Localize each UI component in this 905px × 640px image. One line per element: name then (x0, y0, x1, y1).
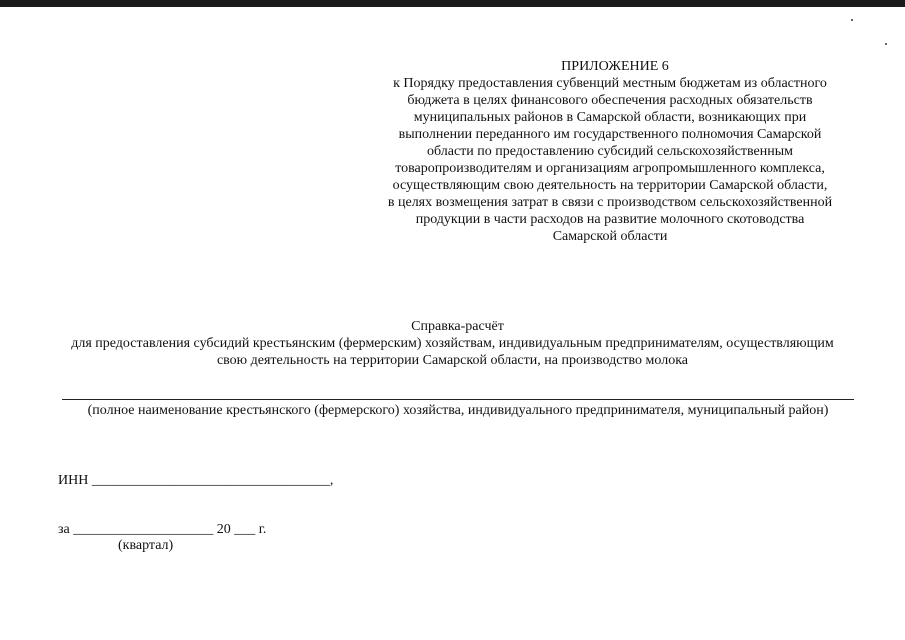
appendix-line: муниципальных районов в Самарской области, возникающих при (413, 110, 807, 125)
appendix-line: Самарской области (552, 229, 668, 244)
appendix-line: в целях возмещения затрат в связи с производством сельскохозяйственной (387, 195, 833, 210)
appendix-block (360, 58, 860, 245)
document-heading (0, 318, 905, 369)
period-field[interactable]: за ____________________ 20 ___ г. (58, 522, 267, 537)
scan-speck (851, 19, 853, 21)
scan-speck (885, 43, 887, 45)
appendix-line: области по предоставлению субсидий сельскохозяйственным (426, 144, 794, 159)
appendix-title: ПРИЛОЖЕНИЕ 6 (561, 59, 669, 74)
document-subtitle-line: свою деятельность на территории Самарской области, на производство молока (216, 353, 689, 368)
period-caption: (квартал) (118, 538, 174, 553)
appendix-line: бюджета в целях финансового обеспечения расходных обязательств (407, 93, 813, 108)
appendix-line: осуществляющим свою деятельность на территории Самарской области, (392, 178, 828, 193)
name-field-rule[interactable] (62, 399, 854, 400)
scan-top-border (0, 0, 905, 7)
appendix-line: продукции в части расходов на развитие молочного скотоводства (415, 212, 805, 227)
name-field-caption: (полное наименование крестьянского (фермерского) хозяйства, индивидуального предпринимателя, муниципальный район) (87, 403, 829, 418)
inn-field[interactable]: ИНН __________________________________, (58, 473, 334, 488)
appendix-line: товаропроизводителям и организациям агропромышленного комплекса, (395, 161, 825, 176)
document-title: Справка-расчёт (411, 319, 504, 334)
appendix-line: выполнении переданного им государственного полномочия Самарской (398, 127, 822, 142)
document-subtitle-line: для предоставления субсидий крестьянским (фермерским) хозяйствам, индивидуальным предпринимателям, осуществляющим (71, 336, 834, 351)
appendix-line: к Порядку предоставления субвенций местным бюджетам из областного (393, 76, 827, 91)
